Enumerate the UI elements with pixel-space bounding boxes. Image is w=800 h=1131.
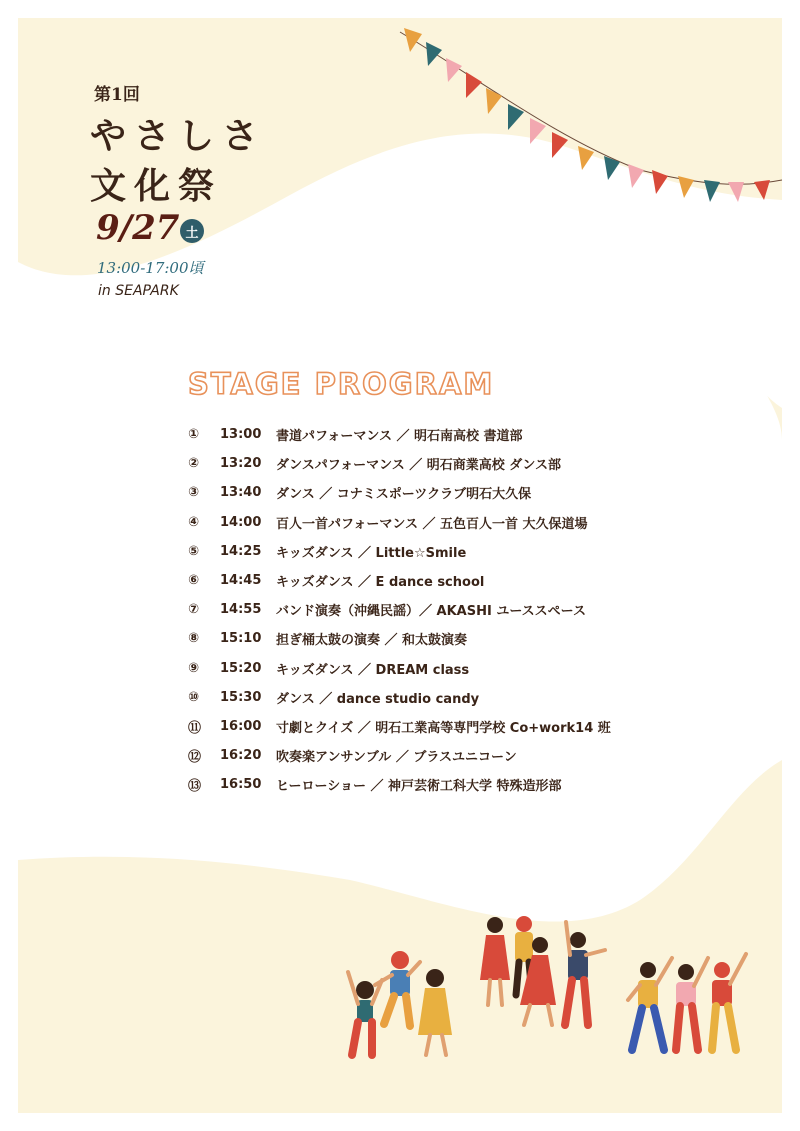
item-text: 吹奏楽アンサンブル ／ ブラスユニコーン — [276, 750, 517, 766]
program-item — [188, 624, 611, 653]
edition-label: 第1回 — [94, 85, 140, 105]
item-number: ⑥ — [188, 573, 200, 589]
item-time: 14:25 — [220, 543, 262, 559]
item-text: ダンス ／ コナミスポーツクラブ明石大久保 — [276, 487, 532, 503]
item-time: 13:00 — [220, 427, 262, 443]
item-text: キッズダンス ／ Little☆Smile — [276, 545, 467, 561]
item-number: ⑩ — [188, 689, 200, 705]
program-item — [188, 712, 611, 741]
program-item — [188, 537, 611, 566]
festival-title-line2: 文化祭 — [90, 165, 223, 207]
item-time: 16:00 — [220, 718, 262, 734]
event-time: 13:00-17:00頃 — [97, 259, 204, 277]
program-item — [188, 595, 611, 624]
program-item — [188, 566, 611, 595]
item-text: 寸劇とクイズ ／ 明石工業高等専門学校 Co+work14 班 — [276, 720, 611, 736]
item-time: 16:20 — [220, 748, 262, 764]
item-text: キッズダンス ／ DREAM class — [276, 662, 470, 678]
event-venue: in SEAPARK — [98, 283, 179, 299]
item-text: ダンス ／ dance studio candy — [276, 691, 480, 707]
item-time: 13:40 — [220, 485, 262, 501]
item-time: 15:10 — [220, 631, 262, 647]
program-item — [188, 683, 611, 712]
item-text: バンド演奏（沖縄民謡）／ AKASHI ユーススペース — [276, 604, 587, 620]
item-number: ⑤ — [188, 543, 200, 559]
item-time: 14:45 — [220, 573, 262, 589]
item-number: ⑬ — [188, 779, 202, 795]
item-time: 14:55 — [220, 602, 262, 618]
item-text: キッズダンス ／ E dance school — [276, 575, 485, 591]
program-item — [188, 770, 611, 799]
item-text: 書道パフォーマンス ／ 明石南高校 書道部 — [276, 429, 523, 445]
item-number: ① — [188, 427, 200, 443]
program-item — [188, 508, 611, 537]
program-item — [188, 420, 611, 449]
item-number: ⑨ — [188, 660, 200, 676]
item-number: ⑫ — [188, 750, 202, 766]
program-item — [188, 478, 611, 507]
program-item — [188, 449, 611, 478]
festival-title-line1: やさしさ — [90, 115, 267, 157]
program-list — [188, 420, 611, 799]
item-number: ⑪ — [188, 720, 202, 736]
item-text: 担ぎ桶太鼓の演奏 ／ 和太鼓演奏 — [276, 633, 468, 649]
item-number: ② — [188, 456, 200, 472]
item-text: 百人一首パフォーマンス ／ 五色百人一首 大久保道場 — [276, 516, 588, 532]
stage-program-title: STAGE PROGRAM — [188, 367, 495, 401]
item-time: 15:30 — [220, 689, 262, 705]
item-text: ヒーローショー ／ 神戸芸術工科大学 特殊造形部 — [276, 779, 562, 795]
item-time: 13:20 — [220, 456, 262, 472]
item-number: ⑧ — [188, 631, 200, 647]
item-text: ダンスパフォーマンス ／ 明石商業高校 ダンス部 — [276, 458, 562, 474]
item-time: 15:20 — [220, 660, 262, 676]
program-item — [188, 741, 611, 770]
item-time: 14:00 — [220, 514, 262, 530]
item-number: ④ — [188, 514, 200, 530]
program-item — [188, 654, 611, 683]
item-number: ③ — [188, 485, 200, 501]
event-date: 9/27 — [96, 208, 180, 248]
item-time: 16:50 — [220, 777, 262, 793]
item-number: ⑦ — [188, 602, 200, 618]
day-badge: 土 — [180, 219, 204, 243]
